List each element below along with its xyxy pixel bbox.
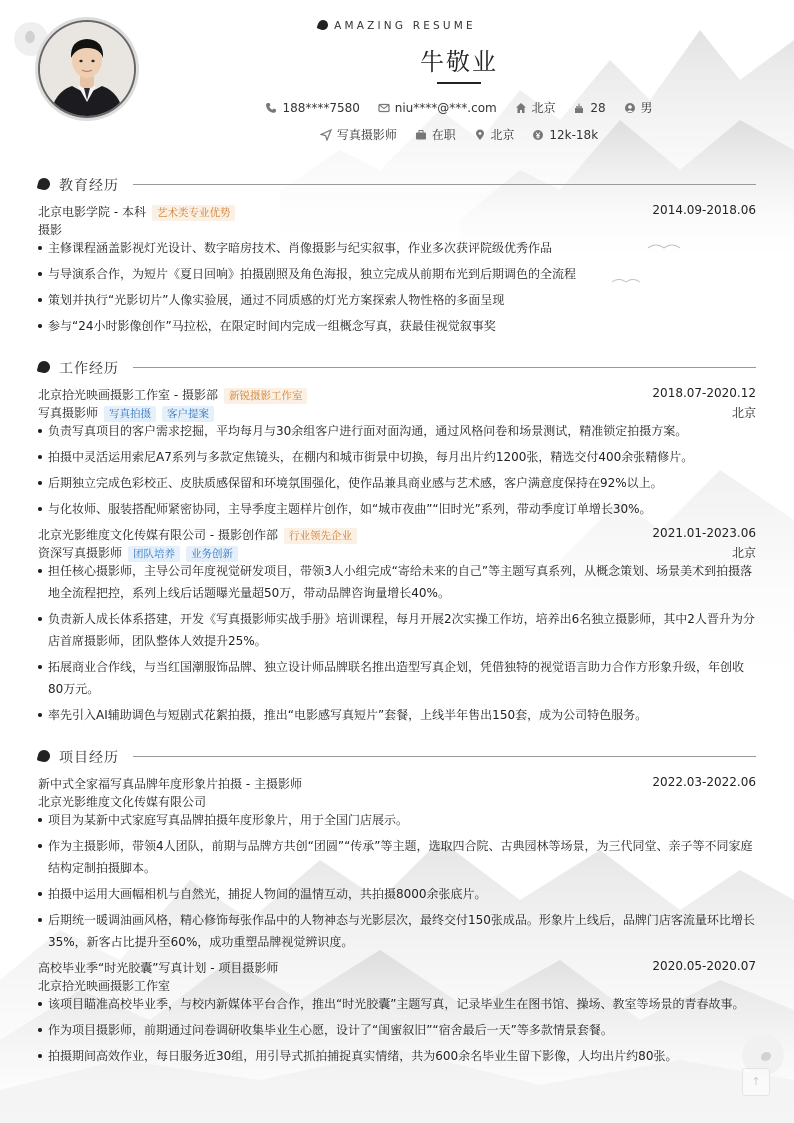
email-text: niu****@***.com — [394, 101, 497, 115]
job-2-header — [38, 526, 756, 544]
candidate-name: 牛敬业 — [420, 48, 498, 76]
list-item: 策划并执行“光影切片”人像实验展，通过不同质感的灯光方案探索人物性格的多面呈现 — [38, 289, 756, 311]
brand-text: AMAZING RESUME — [334, 20, 476, 32]
education-section-header — [38, 175, 756, 195]
list-item: 与化妆师、服装搭配师紧密协同，主导季度主题样片创作，如“城市夜曲”“旧时光”系列，带动季度订单增长30%。 — [38, 498, 756, 520]
brand-header — [0, 20, 794, 32]
list-item: 率先引入AI辅助调色与短剧式花絮拍摄，推出“电影感写真短片”套餐，上线半年售出150套，成为公司特色服务。 — [38, 704, 756, 726]
age-text: 28 — [590, 101, 606, 115]
list-item: 参与“24小时影像创作”马拉松，在限定时间内完成一组概念写真，获最佳视觉叙事奖 — [38, 315, 756, 337]
project-2-header — [38, 959, 756, 977]
project-2-org: 北京拾光映画摄影工作室 — [38, 979, 171, 993]
list-item: 主修课程涵盖影视灯光设计、数字暗房技术、肖像摄影与纪实叙事，作业多次获评院级优秀作品 — [38, 237, 756, 259]
status-item — [415, 126, 456, 143]
list-item: 后期独立完成色彩校正、皮肤质感保留和环境氛围强化，使作品兼具商业感与艺术感，客户满意度保持在92%以上。 — [38, 472, 756, 494]
job-1-city: 北京 — [731, 406, 756, 420]
projects-section-header — [38, 747, 756, 767]
gender-item — [624, 99, 653, 116]
list-item: 拍摄中运用大画幅相机与自然光，捕捉人物间的温情互动，共拍摄8000余张底片。 — [38, 883, 756, 905]
section-divider — [133, 367, 756, 368]
job-2-company-tag: 行业领先企业 — [284, 528, 357, 544]
job-2-city: 北京 — [731, 546, 756, 560]
list-item: 拓展商业合作线，与当红国潮服饰品牌、独立设计师品牌联名推出造型写真企划，凭借独特的视觉语言助力合作方形象升级，年创收80万元。 — [38, 656, 756, 700]
ink-drop-icon — [37, 360, 52, 375]
cake-icon — [573, 102, 585, 114]
gender-text: 男 — [640, 101, 653, 115]
list-item: 该项目瞄准高校毕业季，与校内新媒体平台合作，推出“时光胶囊”主题写真，记录毕业生在图书馆、操场、教室等场景的青春故事。 — [38, 993, 756, 1015]
send-icon — [320, 129, 332, 141]
list-item: 后期统一暖调油画风格，精心修饰每张作品中的人物神态与光影层次，最终交付150张成品。形象片上线后，品牌门店客流量环比增长35%，新客占比提升至60%，成功重塑品牌视觉辨识度。 — [38, 909, 756, 953]
project-2-bullets — [38, 993, 756, 1071]
back-to-top-button[interactable] — [742, 1068, 770, 1096]
job-2-company: 北京光影维度文化传媒有限公司 - 摄影创作部 — [38, 528, 278, 542]
section-divider — [133, 184, 756, 185]
list-item: 作为项目摄影师，前期通过问卷调研收集毕业生心愿，设计了“闺蜜叙旧”“宿舍最后一天”等多款情景套餐。 — [38, 1019, 756, 1041]
education-date: 2014.09-2018.06 — [652, 203, 756, 217]
job-1-company-tag: 新锐摄影工作室 — [224, 388, 308, 404]
city-item — [515, 99, 556, 116]
salary-item — [532, 128, 598, 142]
list-item: 拍摄期间高效作业，每日服务近30组，用引导式抓拍捕捉真实情绪，共为600余名毕业生留下影像，人均出片约80张。 — [38, 1045, 756, 1067]
job-1-role-tag: 写真拍摄 — [104, 406, 156, 422]
money-icon — [532, 129, 544, 141]
intent-city-item — [474, 126, 515, 143]
position-text: 写真摄影师 — [336, 128, 397, 142]
status-text: 在职 — [431, 128, 456, 142]
ink-drop-icon — [37, 749, 52, 764]
intent-city-text: 北京 — [490, 128, 515, 142]
job-1-header — [38, 386, 756, 404]
education-tag: 艺术类专业优势 — [152, 205, 236, 221]
list-item: 负责写真项目的客户需求挖掘，平均每月与30余组客户进行面对面沟通，通过风格问卷和场景测试，精准锁定拍摄方案。 — [38, 420, 756, 442]
school-line: 北京电影学院 - 本科 — [38, 205, 146, 219]
project-1-org: 北京光影维度文化传媒有限公司 — [38, 795, 207, 809]
work-section-header — [38, 358, 756, 378]
job-2-date: 2021.01-2023.06 — [652, 526, 756, 540]
education-major: 摄影 — [38, 223, 63, 237]
contact-row — [0, 99, 794, 116]
job-1-company: 北京拾光映画摄影工作室 - 摄影部 — [38, 388, 218, 402]
project-2-name: 高校毕业季“时光胶囊”写真计划 - 项目摄影师 — [38, 961, 279, 975]
job-1-bullets — [38, 420, 756, 524]
job-2-role-tag: 业务创新 — [186, 546, 238, 562]
job-1-role: 写真摄影师 — [38, 406, 99, 420]
mail-icon — [378, 102, 390, 114]
briefcase-icon — [415, 129, 427, 141]
projects-section-title: 项目经历 — [59, 750, 119, 766]
list-item: 与导演系合作，为短片《夏日回响》拍摄剧照及角色海报，独立完成从前期布光到后期调色的全流程 — [38, 263, 756, 285]
salary-text: 12k-18k — [549, 128, 599, 142]
project-1-header — [38, 775, 756, 793]
gender-icon — [624, 102, 636, 114]
location-pin-icon — [474, 129, 486, 141]
project-2-date: 2020.05-2020.07 — [652, 959, 756, 973]
list-item: 拍摄中灵活运用索尼A7系列与多款定焦镜头，在棚内和城市街景中切换，每月出片约1200张，精选交付400余张精修片。 — [38, 446, 756, 468]
job-1-role-tag: 客户提案 — [162, 406, 214, 422]
list-item: 作为主摄影师，带领4人团队，前期与品牌方共创“团圆”“传承”等主题，选取四合院、古典园林等场景，为三代同堂、亲子等不同家庭结构定制拍摄脚本。 — [38, 835, 756, 879]
section-divider — [133, 756, 756, 757]
city-text: 北京 — [531, 101, 556, 115]
job-2-bullets — [38, 560, 756, 730]
job-1-date: 2018.07-2020.12 — [652, 386, 756, 400]
phone-text: 188****7580 — [282, 101, 360, 115]
email-item — [378, 101, 497, 115]
ink-drop-icon — [317, 19, 330, 32]
job-2-role: 资深写真摄影师 — [38, 546, 123, 560]
list-item: 担任核心摄影师，主导公司年度视觉研发项目，带领3人小组完成“寄给未来的自己”等主题写真系列，从概念策划、场景美术到拍摄落地全流程把控，系列上线后话题曝光量超50万，带动品牌咨询量增长40%。 — [38, 560, 756, 604]
phone-item — [265, 101, 359, 115]
arrow-up-icon: ↑ — [751, 1075, 761, 1088]
intent-row — [0, 126, 794, 143]
work-section-title: 工作经历 — [59, 361, 119, 377]
job-2-role-tag: 团队培养 — [128, 546, 180, 562]
education-entry-header — [38, 203, 756, 221]
project-1-bullets — [38, 809, 756, 957]
project-1-date: 2022.03-2022.06 — [652, 775, 756, 789]
home-icon — [515, 102, 527, 114]
education-section-title: 教育经历 — [59, 178, 119, 194]
ink-drop-icon — [37, 177, 52, 192]
phone-icon — [265, 102, 277, 114]
name-underline — [437, 82, 481, 84]
list-item: 负责新人成长体系搭建，开发《写真摄影师实战手册》培训课程，每月开展2次实操工作坊，培养出6名独立摄影师，其中2人晋升为分店首席摄影师，团队整体人效提升25%。 — [38, 608, 756, 652]
list-item: 项目为某新中式家庭写真品牌拍摄年度形象片，用于全国门店展示。 — [38, 809, 756, 831]
age-item — [573, 101, 605, 115]
education-bullets — [38, 237, 756, 341]
position-item — [320, 126, 397, 143]
project-1-name: 新中式全家福写真品牌年度形象片拍摄 - 主摄影师 — [38, 777, 302, 791]
